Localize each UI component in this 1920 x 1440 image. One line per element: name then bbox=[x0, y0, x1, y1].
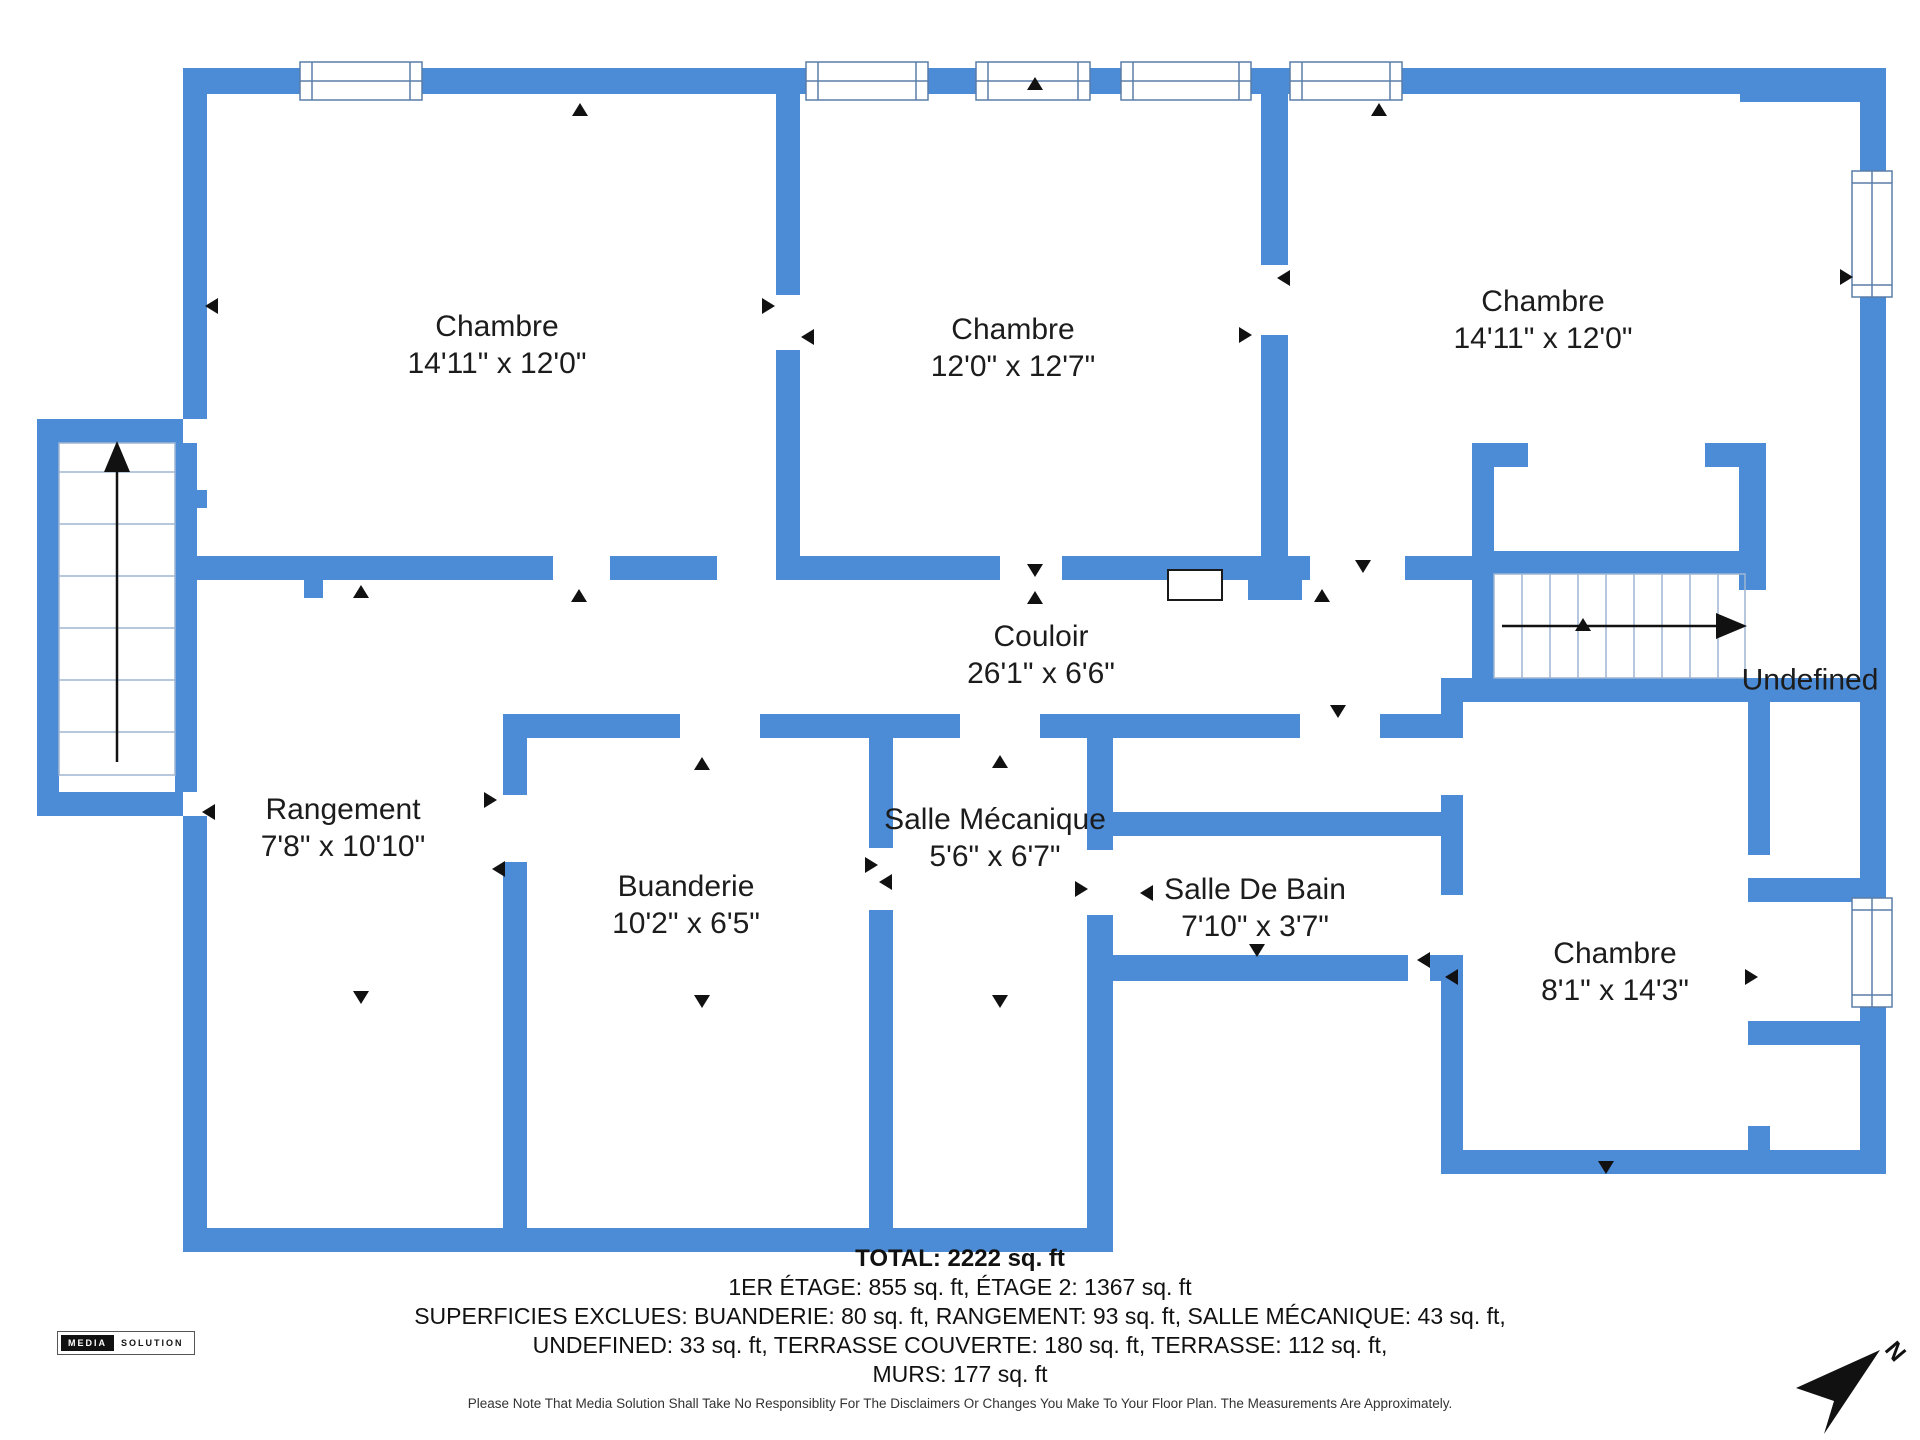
room-label-chambre-4 bbox=[1541, 935, 1689, 1009]
room-dims: 8'1" x 14'3" bbox=[1541, 974, 1689, 1007]
room-name: Salle Mécanique bbox=[884, 803, 1106, 836]
logo-solution-text: SOLUTION bbox=[121, 1338, 184, 1348]
area-summary bbox=[0, 1244, 1920, 1389]
window-top-5 bbox=[1290, 62, 1402, 100]
room-dims: 26'1" x 6'6" bbox=[967, 657, 1115, 690]
room-name: Salle De Bain bbox=[1164, 873, 1346, 906]
window-top-2 bbox=[806, 62, 928, 100]
staircase-right-arrow bbox=[1502, 613, 1747, 639]
disclaimer-text: Please Note That Media Solution Shall Take No Responsiblity For The Disclaimers Or Changes You Make To Your Floor Plan. The Measurements Are Approximately. bbox=[467, 1396, 1453, 1411]
room-label-couloir bbox=[967, 618, 1115, 692]
room-name: Chambre bbox=[435, 310, 559, 343]
room-label-chambre-2 bbox=[931, 311, 1096, 385]
room-name: Buanderie bbox=[617, 870, 755, 903]
room-dims: 10'2" x 6'5" bbox=[612, 907, 760, 940]
room-label-rangement bbox=[261, 791, 426, 865]
room-label-undefined bbox=[1742, 662, 1879, 699]
room-name: Couloir bbox=[993, 620, 1089, 653]
walls bbox=[37, 68, 1886, 1252]
room-name: Rangement bbox=[265, 793, 421, 826]
room-dims: 5'6" x 6'7" bbox=[929, 840, 1061, 873]
floor-areas: 1ER ÉTAGE: 855 sq. ft, ÉTAGE 2: 1367 sq. ft bbox=[728, 1274, 1192, 1300]
excluded-areas-1: SUPERFICIES EXCLUES: BUANDERIE: 80 sq. ft, RANGEMENT: 93 sq. ft, SALLE MÉCANIQUE: 43 sq. ft, bbox=[414, 1303, 1506, 1329]
north-label: N bbox=[1879, 1336, 1911, 1367]
room-dims: 12'0" x 12'7" bbox=[930, 350, 1096, 383]
north-arrow-icon bbox=[1782, 1336, 1920, 1440]
room-name: Undefined bbox=[1741, 663, 1879, 697]
room-dims: 14'11" x 12'0" bbox=[407, 347, 587, 380]
room-name: Chambre bbox=[951, 313, 1075, 346]
walls-area: MURS: 177 sq. ft bbox=[872, 1361, 1048, 1387]
excluded-areas-2: UNDEFINED: 33 sq. ft, TERRASSE COUVERTE: 180 sq. ft, TERRASSE: 112 sq. ft, bbox=[532, 1332, 1388, 1358]
staircase-left-arrow bbox=[104, 441, 130, 762]
door-leaf bbox=[1168, 570, 1222, 600]
media-solution-logo bbox=[57, 1331, 195, 1355]
room-name: Chambre bbox=[1553, 937, 1677, 970]
logo-media-text: MEDIA bbox=[61, 1335, 114, 1351]
room-label-chambre-3 bbox=[1454, 283, 1633, 357]
room-label-buanderie bbox=[612, 868, 760, 942]
window-right-2 bbox=[1852, 898, 1892, 1007]
room-dims: 7'8" x 10'10" bbox=[260, 830, 426, 863]
room-label-salle-mecanique bbox=[884, 801, 1106, 875]
room-name: Chambre bbox=[1481, 285, 1605, 318]
room-label-chambre-1 bbox=[408, 308, 587, 382]
window-top-1 bbox=[300, 62, 422, 100]
room-dims: 7'10" x 3'7" bbox=[1181, 910, 1329, 943]
room-dims: 14'11" x 12'0" bbox=[1453, 322, 1633, 355]
room-label-salle-de-bain bbox=[1164, 871, 1346, 945]
window-top-4 bbox=[1121, 62, 1251, 100]
window-right-1 bbox=[1852, 171, 1892, 297]
total-area: TOTAL: 2222 sq. ft bbox=[855, 1245, 1065, 1272]
